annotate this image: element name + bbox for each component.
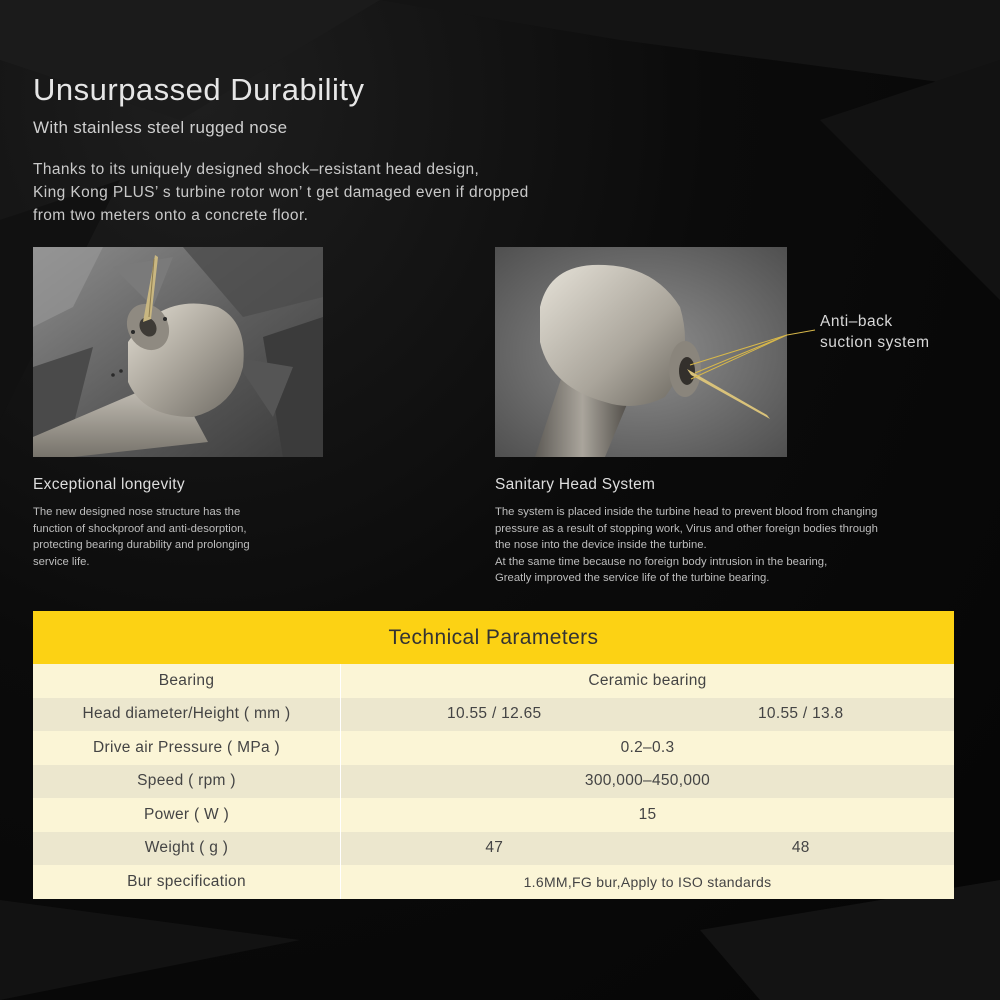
row-label: Head diameter/Height ( mm ) — [33, 698, 341, 732]
table-row — [33, 765, 954, 799]
desc-line: At the same time because no foreign body intrusion in the bearing, — [495, 555, 828, 568]
intro-line: King Kong PLUS’ s turbine rotor won’ t get damaged even if dropped — [33, 184, 529, 201]
params-title: Technical Parameters — [33, 611, 954, 664]
row-value: 10.55 / 13.8 — [758, 705, 844, 723]
row-value: 15 — [638, 805, 657, 823]
handpiece-head-photo — [495, 247, 787, 457]
page-title: Unsurpassed Durability — [33, 72, 365, 107]
feature-desc-longevity — [33, 504, 250, 570]
desc-line: the nose into the device inside the turbine. — [495, 539, 707, 551]
feature-title-longevity: Exceptional longevity — [33, 476, 185, 493]
desc-line: pressure as a result of stopping work, Virus and other foreign bodies through — [495, 522, 878, 535]
table-row — [33, 832, 954, 866]
row-value: Ceramic bearing — [588, 671, 707, 689]
desc-line: service life. — [33, 555, 90, 568]
feature-desc-sanitary — [495, 504, 878, 587]
row-label: Power ( W ) — [33, 798, 341, 832]
page-subtitle: With stainless steel rugged nose — [33, 118, 288, 137]
intro-line: from two meters onto a concrete floor. — [33, 207, 309, 224]
desc-line: The new designed nose structure has the — [33, 506, 241, 518]
row-label: Bur specification — [33, 865, 341, 899]
row-value: 300,000–450,000 — [584, 772, 711, 790]
desc-line: Greatly improved the service life of the turbine bearing. — [495, 572, 770, 584]
row-value: 10.55 / 12.65 — [447, 705, 542, 723]
row-value: 47 — [485, 839, 504, 857]
callout-line: Anti–back — [820, 313, 893, 330]
desc-line: function of shockproof and anti-desorption, — [33, 522, 247, 535]
table-row — [33, 698, 954, 732]
row-value: 48 — [791, 839, 810, 857]
callout-line: suction system — [820, 334, 930, 351]
handpiece-rock-photo — [33, 247, 323, 457]
row-label: Speed ( rpm ) — [33, 765, 341, 799]
row-label: Drive air Pressure ( MPa ) — [33, 731, 341, 765]
table-row — [33, 798, 954, 832]
intro-line: Thanks to its uniquely designed shock–resistant head design, — [33, 161, 480, 178]
table-row — [33, 664, 954, 698]
callout-leader — [787, 300, 817, 340]
desc-line: protecting bearing durability and prolonging — [33, 539, 250, 551]
feature-title-sanitary: Sanitary Head System — [495, 476, 656, 493]
row-value: 1.6MM,FG bur,Apply to ISO standards — [523, 873, 772, 890]
table-row — [33, 731, 954, 765]
row-label: Bearing — [33, 664, 341, 698]
row-label: Weight ( g ) — [33, 832, 341, 866]
desc-line: The system is placed inside the turbine head to prevent blood from changing — [495, 506, 878, 518]
anti-back-suction-callout — [820, 311, 930, 353]
technical-parameters-table — [33, 611, 954, 899]
intro-paragraph — [33, 158, 529, 227]
row-value: 0.2–0.3 — [620, 738, 675, 756]
table-row — [33, 865, 954, 899]
